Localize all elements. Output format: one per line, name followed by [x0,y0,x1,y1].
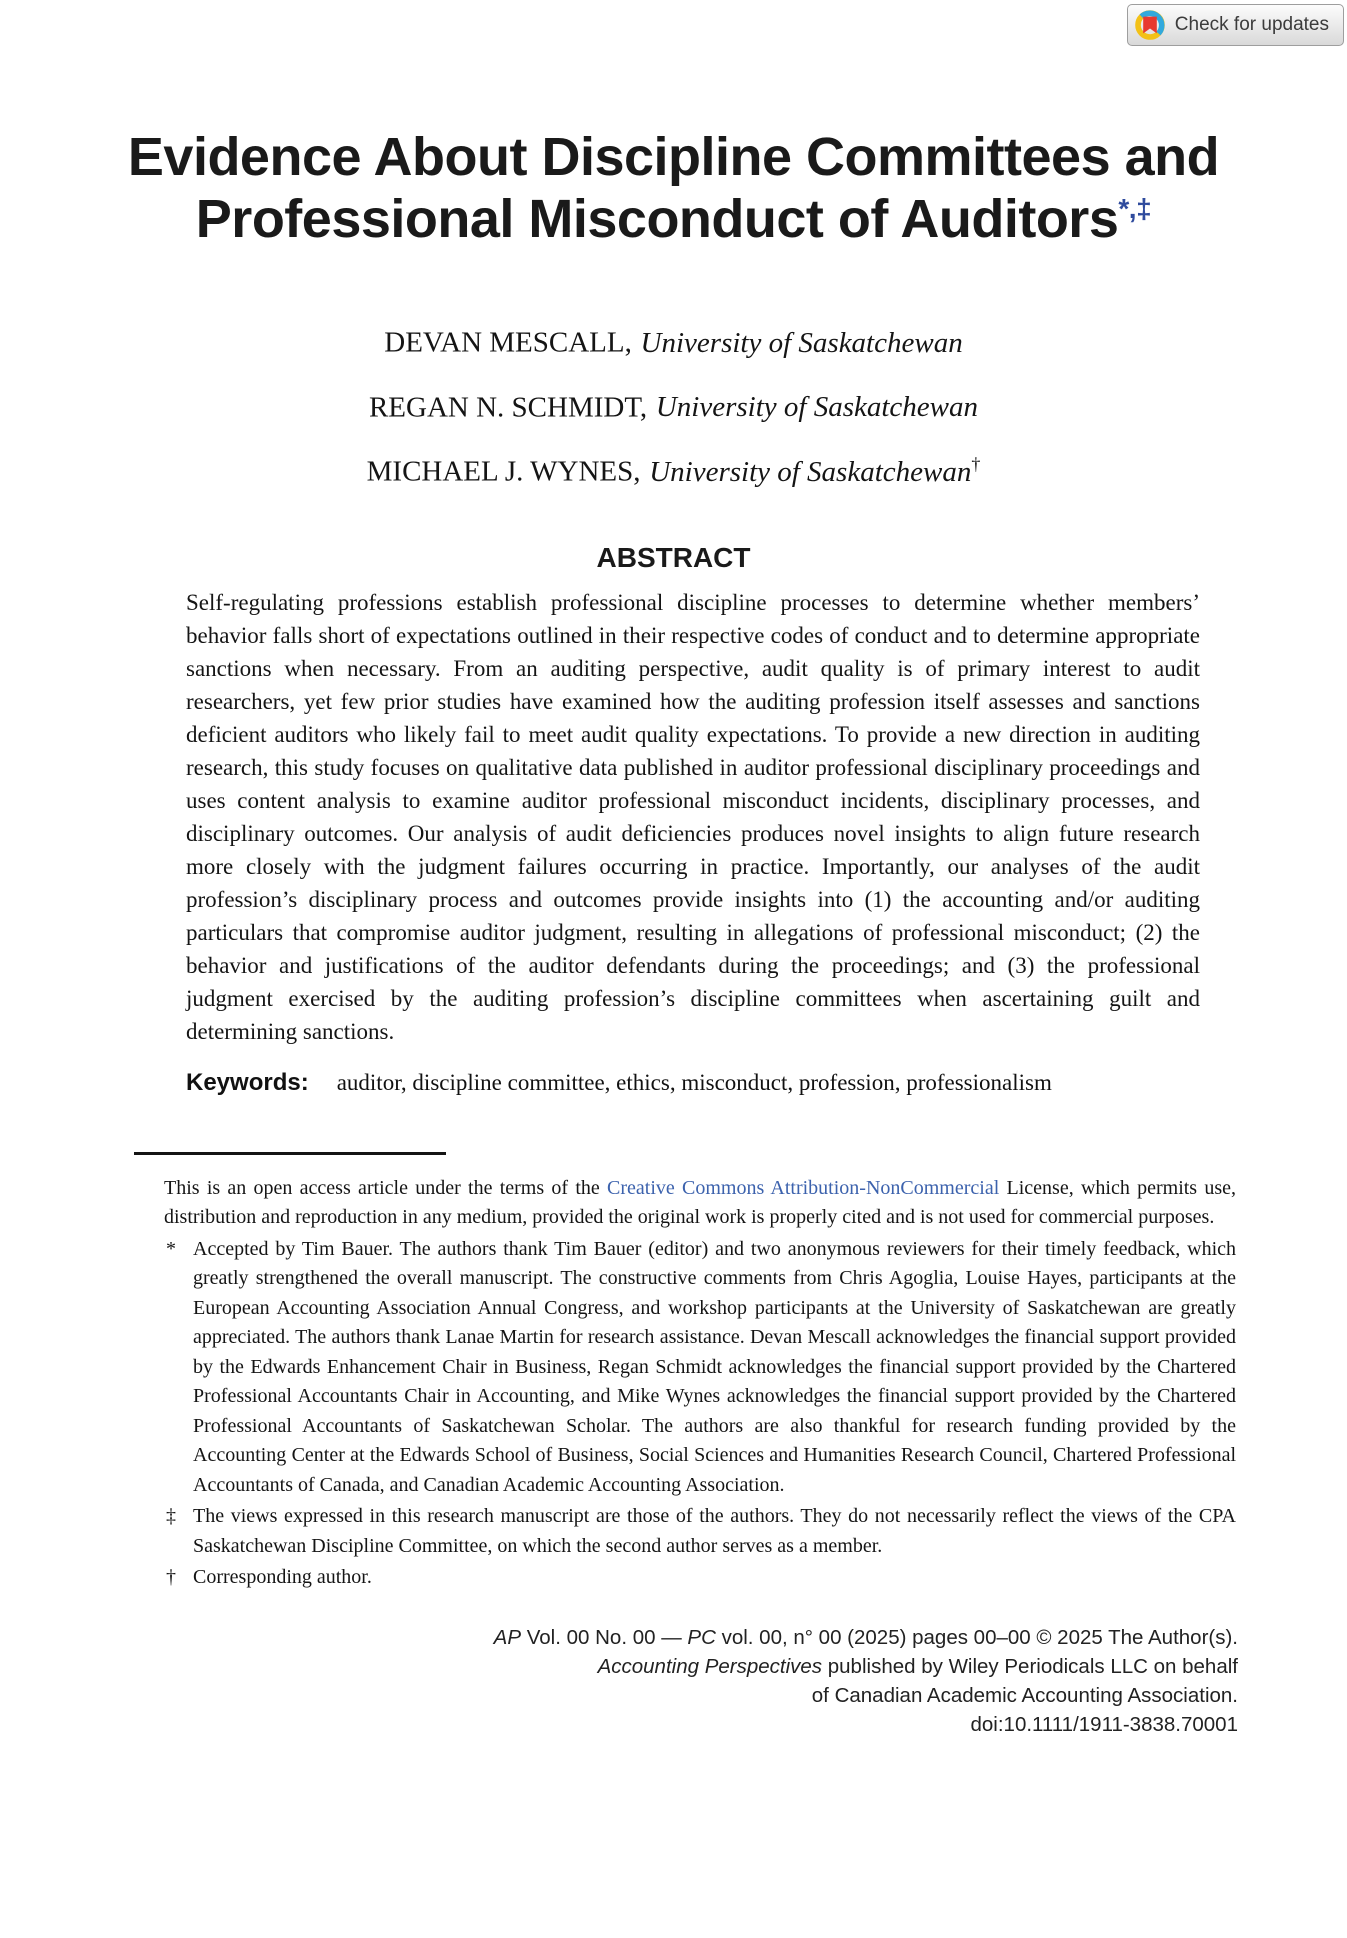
journal-association-line: of Canadian Academic Accounting Association. [811,1683,1238,1707]
author-affiliation: University of Saskatchewan [655,391,979,424]
journal-abbrev-ap: AP [493,1625,522,1649]
journal-volume-mid: Vol. 00 No. 00 — [521,1625,688,1649]
keywords-label: Keywords: [186,1068,309,1096]
author-affiliation: University of Saskatchewan [640,326,963,359]
journal-doi: doi:10.1111/1911-3838.70001 [970,1712,1238,1736]
license-text-pre: This is an open access article under the terms of the [164,1176,608,1199]
journal-volume-rest: vol. 00, n° 00 (2025) pages 00–00 © 2025 The Author(s). [715,1625,1238,1649]
author-line [0,385,1347,423]
footnote-divider [134,1152,446,1155]
badge-label: Check for updates [1174,14,1329,35]
author-name: DEVAN MESCALL, [384,326,632,359]
journal-abbrev-pc: PC [687,1625,716,1649]
license-note [164,1174,1236,1233]
title-footnote-markers: *,‡ [1118,193,1152,224]
author-line [0,320,1347,358]
abstract-heading: ABSTRACT [596,541,751,573]
author-list [0,320,1347,487]
footnote-item [164,1563,1236,1593]
footnote-marker: ‡ [166,1505,176,1528]
footnote-text: The views expressed in this research manuscript are those of the authors. They do not necessarily reflect the views of the CPA Saskatchewan Discipline Committee, on which the second author serves as a member. [193,1505,1236,1557]
title-line-2: Professional Misconduct of Auditors [195,189,1119,249]
check-for-updates-button[interactable] [1127,4,1344,46]
creative-commons-link[interactable]: Creative Commons Attribution-NonCommercial [607,1176,1000,1199]
footnote-area [164,1152,1236,1593]
journal-name: Accounting Perspectives [597,1654,823,1678]
footnote-marker: * [166,1237,176,1260]
keywords-line [186,1068,1200,1098]
footnote-marker: † [166,1566,176,1589]
title-line-1: Evidence About Discipline Committees and [127,127,1220,187]
journal-volume-line [0,1623,1238,1652]
license-text-post: License, which permits use, distribution and reproduction in any medium, provided the original work is properly cited and is not used for commercial purposes. [164,1176,1237,1229]
crossmark-icon [1134,9,1166,41]
author-footnote-marker: † [971,454,981,475]
author-line [0,449,1347,487]
footnote-item [164,1235,1236,1501]
author-name: REGAN N. SCHMIDT, [368,391,648,424]
journal-publisher-line [0,1652,1238,1681]
author-affiliation: University of Saskatchewan [649,455,972,488]
journal-publisher-rest: published by Wiley Periodicals LLC on behalf [822,1654,1238,1678]
keywords-text: auditor, discipline committee, ethics, misconduct, profession, professionalism [336,1069,1052,1095]
footnote-item [164,1502,1236,1561]
author-name: MICHAEL J. WYNES, [366,455,641,488]
paper-title [70,126,1277,250]
footnote-text: Accepted by Tim Bauer. The authors thank Tim Bauer (editor) and two anonymous reviewers for their timely feedback, which greatly strengthened the overall manuscript. The constructive comments from Chris Agoglia, Louise Hayes, participants at the European Accounting Association Annual Congress, and workshop participants at the University of Saskatchewan are greatly appreciated. The authors thank Lanae Martin for research assistance. Devan Mescall acknowledges the financial support provided by the Edwards Enhancement Chair in Business, Regan Schmidt acknowledges the financial support provided by the Chartered Professional Accountants Chair in Accounting, and Mike Wynes acknowledges the financial support provided by the Chartered Professional Accountants of Saskatchewan Scholar. The authors are also thankful for research funding provided by the Accounting Center at the Edwards School of Business, Social Sciences and Humanities Research Council, Chartered Professional Accountants of Canada, and Canadian Academic Accounting Association. [193,1237,1236,1496]
footnote-text: Corresponding author. [193,1566,372,1589]
journal-citation-block [0,1623,1238,1739]
abstract-text: Self-regulating professions establish professional discipline processes to determine whether members’ behavior falls short of expectations outlined in their respective codes of conduct and to determine appropriate sanctions when necessary. From an auditing perspective, audit quality is of primary interest to audit researchers, yet few prior studies have examined how the auditing profession itself assesses and sanctions deficient auditors who likely fail to meet audit quality expectations. To provide a new direction in auditing research, this study focuses on qualitative data published in auditor professional disciplinary proceedings and uses content analysis to examine auditor professional misconduct incidents, disciplinary processes, and disciplinary outcomes. Our analysis of audit deficiencies produces novel insights to align future research more closely with the judgment failures occurring in practice. Importantly, our analyses of the audit profession’s disciplinary process and outcomes provide insights into (1) the accounting and/or auditing particulars that compromise auditor judgment, resulting in allegations of professional misconduct; (2) the behavior and justifications of the auditor defendants during the proceedings; and (3) the professional judgment exercised by the auditing profession’s discipline committees when ascertaining guilt and determining sanctions. [186,589,1200,1044]
